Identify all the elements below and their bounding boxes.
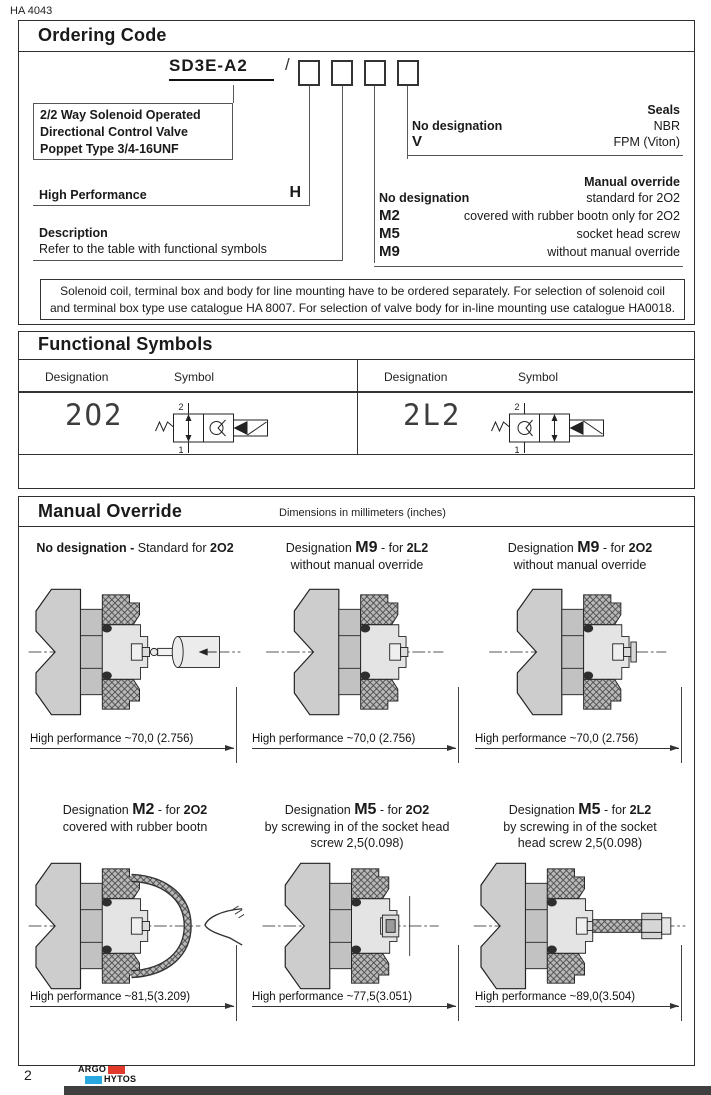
code-position-box-3 bbox=[364, 60, 386, 86]
dimension bbox=[475, 991, 679, 1007]
valve-section-drawing bbox=[246, 583, 468, 726]
manual-override-header bbox=[19, 497, 694, 527]
title-text: - for bbox=[600, 803, 630, 817]
dimension-line bbox=[252, 1006, 456, 1007]
mo-code: No designation bbox=[379, 191, 470, 205]
title-code: M5 bbox=[354, 801, 377, 818]
title-sub: covered with rubber bootn bbox=[62, 820, 208, 834]
manual-override-title: Manual override bbox=[584, 175, 680, 189]
manual-override-block bbox=[374, 174, 683, 267]
svg-text:2: 2 bbox=[178, 402, 184, 412]
footer-bar bbox=[64, 1086, 711, 1095]
mo-cell-m9-2o2 bbox=[469, 539, 691, 797]
dimension-label: High performance ~81,5(3.209) bbox=[30, 991, 191, 1003]
title-text: - for bbox=[377, 541, 407, 555]
dimension bbox=[30, 991, 234, 1007]
dimension bbox=[475, 733, 679, 749]
manual-override-row bbox=[379, 190, 680, 207]
dimension-line bbox=[30, 748, 234, 749]
dimension-tick bbox=[681, 687, 682, 763]
valve-section-drawing-long-screw bbox=[469, 857, 691, 1000]
ordering-code-body bbox=[19, 52, 694, 323]
symbol-header-right: Symbol bbox=[518, 370, 559, 384]
title-sub: screw 2,5(0.098) bbox=[310, 836, 404, 850]
title-text: Designation bbox=[284, 803, 355, 817]
mo-cell-m2-2o2 bbox=[24, 801, 246, 1059]
valve-section-drawing-pin bbox=[24, 583, 246, 726]
table-header-rule bbox=[19, 391, 693, 393]
description-text: Refer to the table with functional symbols bbox=[39, 242, 267, 256]
mo-cell-title bbox=[246, 539, 468, 573]
designation-2O2: 2O2 bbox=[65, 398, 124, 432]
title-text: Designation bbox=[62, 803, 133, 817]
title-target: 2L2 bbox=[406, 541, 429, 555]
seals-block bbox=[407, 102, 683, 156]
title-code: M2 bbox=[132, 801, 155, 818]
mo-cell-title bbox=[24, 801, 246, 835]
designation-header-left: Designation bbox=[45, 370, 109, 384]
dimension bbox=[30, 733, 234, 749]
dimension-label: High performance ~70,0 (2.756) bbox=[30, 733, 194, 745]
valve-symbol-2L2 bbox=[457, 400, 652, 461]
title-target: 2L2 bbox=[629, 803, 652, 817]
title-target: 2O2 bbox=[628, 541, 653, 555]
valve-type-box bbox=[33, 103, 233, 160]
dimension-line bbox=[475, 748, 679, 749]
logo-row-hytos bbox=[85, 1075, 136, 1084]
code-position-box-4 bbox=[397, 60, 419, 86]
mo-cell-standard bbox=[24, 539, 246, 797]
logo-red-block bbox=[108, 1066, 125, 1074]
manual-override-row bbox=[379, 243, 680, 261]
connector-line-2 bbox=[342, 86, 343, 261]
functional-symbols-header bbox=[19, 332, 694, 360]
dimensions-note: Dimensions in millimeters (inches) bbox=[279, 507, 446, 519]
valve-section-drawing-boot-finger bbox=[24, 857, 246, 1000]
valve-type-line-1: 2/2 Way Solenoid Operated bbox=[40, 108, 201, 122]
mo-value: covered with rubber bootn only for 2O2 bbox=[463, 209, 680, 223]
title-target: 2O2 bbox=[183, 803, 208, 817]
title-target: 2O2 bbox=[405, 803, 430, 817]
functional-symbols-title: Functional Symbols bbox=[38, 334, 213, 354]
valve-type-line-3: Poppet Type 3/4-16UNF bbox=[40, 142, 179, 156]
dimension-label: High performance ~77,5(3.051) bbox=[252, 991, 413, 1003]
designation-2L2: 2L2 bbox=[403, 398, 462, 432]
high-performance-label: High Performance bbox=[39, 188, 147, 202]
svg-text:2: 2 bbox=[514, 402, 520, 412]
high-performance-row bbox=[33, 185, 309, 206]
title-sub: by screwing in of the socket bbox=[503, 820, 657, 834]
connector-line-model bbox=[233, 85, 234, 103]
dimension-tick bbox=[236, 945, 237, 1021]
code-separator: / bbox=[285, 55, 290, 74]
mo-cell-title bbox=[469, 539, 691, 573]
designation-header-right: Designation bbox=[384, 370, 448, 384]
mo-cell-m5-2o2 bbox=[246, 801, 468, 1059]
logo-argo-text: ARGO bbox=[78, 1064, 107, 1074]
mo-cell-title bbox=[469, 801, 691, 851]
dimension-tick bbox=[681, 945, 682, 1021]
dimension-tick bbox=[236, 687, 237, 763]
functional-symbols-body bbox=[19, 360, 694, 487]
dimension-label: High performance ~89,0(3.504) bbox=[475, 991, 636, 1003]
code-position-box-1 bbox=[298, 60, 320, 86]
mo-cell-title bbox=[24, 539, 246, 557]
title-text: Designation bbox=[285, 541, 356, 555]
dimension-tick bbox=[458, 945, 459, 1021]
dimension-line bbox=[30, 1006, 234, 1007]
valve-symbol-2O2 bbox=[121, 400, 316, 461]
seals-code: No designation bbox=[412, 119, 503, 133]
manual-override-section bbox=[18, 496, 695, 1066]
mo-cell-m5-2l2 bbox=[469, 801, 691, 1059]
svg-text:1: 1 bbox=[514, 445, 520, 455]
code-position-box-2 bbox=[331, 60, 353, 86]
title-bold: No designation - bbox=[36, 541, 135, 555]
dimension-tick bbox=[458, 687, 459, 763]
title-sub: without manual override bbox=[513, 558, 647, 572]
argo-hytos-logo bbox=[78, 1065, 136, 1084]
title-code: M9 bbox=[355, 539, 378, 556]
mo-value: without manual override bbox=[547, 245, 680, 259]
seals-row bbox=[412, 118, 680, 134]
mo-code: M5 bbox=[379, 225, 400, 242]
title-text: - for bbox=[154, 803, 184, 817]
valve-section-drawing-socket-screw bbox=[246, 857, 468, 1000]
dimension-label: High performance ~70,0 (2.756) bbox=[252, 733, 416, 745]
dimension bbox=[252, 733, 456, 749]
manual-override-body bbox=[19, 527, 694, 1065]
ordering-code-header bbox=[19, 21, 694, 52]
seals-code: V bbox=[412, 133, 423, 150]
seals-title: Seals bbox=[647, 103, 680, 117]
seals-row bbox=[412, 134, 680, 150]
table-divider bbox=[357, 360, 358, 455]
symbol-header-left: Symbol bbox=[174, 370, 215, 384]
model-code: SD3E-A2 bbox=[169, 56, 274, 81]
ordering-note bbox=[40, 279, 685, 320]
valve-section-drawing bbox=[469, 583, 691, 726]
page-number: 2 bbox=[24, 1067, 32, 1083]
svg-text:1: 1 bbox=[178, 445, 184, 455]
title-text: - for bbox=[376, 803, 406, 817]
functional-symbols-table bbox=[19, 360, 693, 455]
doc-number: HA 4043 bbox=[10, 5, 53, 17]
connector-line-1 bbox=[309, 86, 310, 206]
title-target: 2O2 bbox=[210, 541, 234, 555]
title-sub: without manual override bbox=[290, 558, 424, 572]
dimension-line bbox=[252, 748, 456, 749]
title-text: - for bbox=[599, 541, 629, 555]
title-code: M9 bbox=[577, 539, 600, 556]
ordering-code-title: Ordering Code bbox=[38, 25, 167, 45]
ordering-code-section bbox=[18, 20, 695, 325]
functional-symbols-section bbox=[18, 331, 695, 489]
valve-type-line-2: Directional Control Valve bbox=[40, 125, 188, 139]
mo-cell-title bbox=[246, 801, 468, 851]
manual-override-row bbox=[379, 225, 680, 243]
mo-code: M2 bbox=[379, 207, 400, 224]
manual-override-row bbox=[379, 207, 680, 225]
mo-cell-m9-2l2 bbox=[246, 539, 468, 797]
title-text: Designation bbox=[508, 803, 579, 817]
description-label: Description bbox=[39, 226, 108, 240]
logo-hytos-text: HYTOS bbox=[104, 1074, 137, 1084]
dimension-label: High performance ~70,0 (2.756) bbox=[475, 733, 639, 745]
title-text: Designation bbox=[507, 541, 578, 555]
logo-row-argo bbox=[78, 1065, 136, 1074]
high-performance-code: H bbox=[289, 184, 301, 201]
title-sub: by screwing in of the socket head bbox=[264, 820, 450, 834]
title-code: M5 bbox=[578, 801, 601, 818]
note-line-2: and terminal box type use catalogue HA 8007. For selection of valve body for in-line mounting use catalogue HA0018. bbox=[49, 301, 676, 315]
description-block bbox=[33, 225, 342, 261]
logo-cyan-block bbox=[85, 1076, 102, 1084]
dimension bbox=[252, 991, 456, 1007]
seals-value: NBR bbox=[653, 119, 680, 133]
mo-value: standard for 2O2 bbox=[586, 191, 680, 205]
dimension-line bbox=[475, 1006, 679, 1007]
title-text: Standard for bbox=[134, 541, 211, 555]
note-line-1: Solenoid coil, terminal box and body for line mounting have to be ordered separately. For selection of solenoid coil bbox=[60, 284, 665, 298]
seals-value: FPM (Viton) bbox=[613, 135, 680, 149]
manual-override-section-title: Manual Override bbox=[38, 501, 183, 521]
mo-code: M9 bbox=[379, 243, 400, 260]
mo-value: socket head screw bbox=[576, 227, 680, 241]
title-sub: head screw 2,5(0.098) bbox=[517, 836, 643, 850]
